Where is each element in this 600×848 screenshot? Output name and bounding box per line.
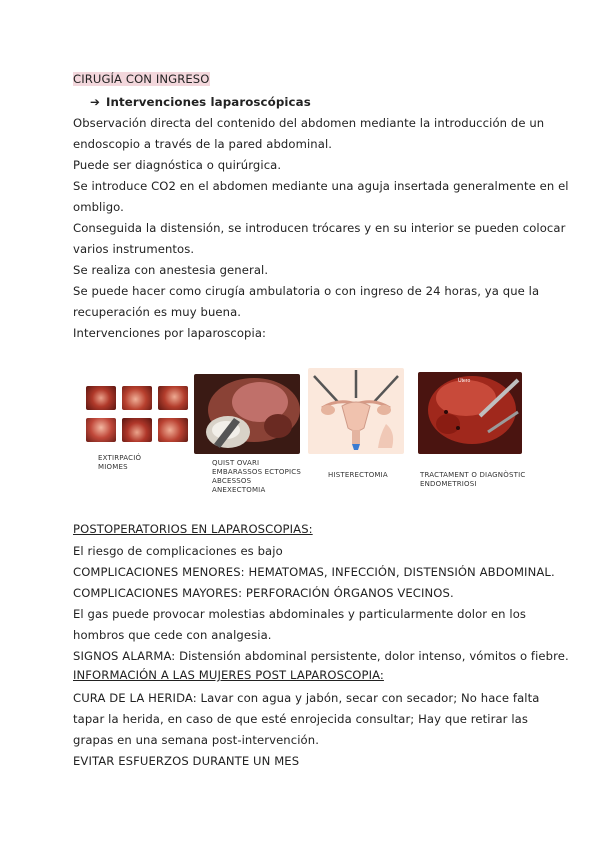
- info-line: grapas en una semana post-intervención.: [73, 733, 319, 747]
- intro-line: recuperación es muy buena.: [73, 305, 242, 319]
- postop-line: COMPLICACIONES MAYORES: PERFORACIÓN ÓRGANOS VECINOS.: [73, 586, 454, 600]
- intro-line: endoscopio a través de la pared abdominal.: [73, 137, 333, 151]
- laparoscopy-figure: [80, 362, 540, 507]
- postop-title: POSTOPERATORIOS EN LAPAROSCOPIAS:: [73, 522, 313, 536]
- intro-line: Observación directa del contenido del abdomen mediante la introducción de un: [73, 116, 545, 130]
- intro-line: Intervenciones por laparoscopia:: [73, 326, 267, 340]
- section-title: CIRUGÍA CON INGRESO: [73, 72, 210, 86]
- subheading-text: Intervenciones laparoscópicas: [106, 95, 311, 109]
- caption-hysterectomy: HISTERECTOMIA: [328, 471, 388, 479]
- postop-line: El riesgo de complicaciones es bajo: [73, 544, 283, 558]
- endoscopic-image: [86, 386, 116, 410]
- uterus-label: Utero: [458, 378, 471, 384]
- endoscopic-image: [158, 386, 188, 410]
- intro-line: Se puede hacer como cirugía ambulatoria o con ingreso de 24 horas, ya que la: [73, 284, 540, 298]
- info-line: tapar la herida, en caso de que esté enrojecida consultar; Hay que retirar las: [73, 712, 528, 726]
- intro-line: Se introduce CO2 en el abdomen mediante una aguja insertada generalmente en el: [73, 179, 569, 193]
- intro-line: ombligo.: [73, 200, 124, 214]
- intro-line: Puede ser diagnóstica o quirúrgica.: [73, 158, 282, 172]
- endoscopic-image: [122, 418, 152, 442]
- postop-line: El gas puede provocar molestias abdominales y particularmente dolor en los: [73, 607, 527, 621]
- endoscopic-image: [158, 418, 188, 442]
- caption-myomas: EXTIRPACIÓ MIOMES: [98, 454, 142, 471]
- endoscopic-image: [86, 418, 116, 442]
- subheading: [90, 95, 311, 109]
- endoscopic-image: [122, 386, 152, 410]
- info-line: EVITAR ESFUERZOS DURANTE UN MES: [73, 754, 300, 768]
- endometriosis-image: [418, 372, 522, 454]
- caption-cysts: QUIST OVARI EMBARASSOS ECTOPICS ABCESSOS ANEXECTOMIA: [212, 459, 301, 494]
- info-title: INFORMACIÓN A LAS MUJERES POST LAPAROSCOPIA:: [73, 668, 384, 682]
- hysterectomy-illustration: [308, 368, 404, 454]
- intro-line: Se realiza con anestesia general.: [73, 263, 269, 277]
- arrow-right-icon: ➔: [90, 95, 100, 109]
- info-line: CURA DE LA HERIDA: Lavar con agua y jabón, secar con secador; No hace falta: [73, 691, 540, 705]
- postop-line: SIGNOS ALARMA: Distensión abdominal persistente, dolor intenso, vómitos o fiebre.: [73, 649, 569, 663]
- caption-endometriosis: TRACTAMENT O DIAGNÒSTIC ENDOMETRIOSI: [420, 471, 526, 488]
- postop-line: COMPLICACIONES MENORES: HEMATOMAS, INFECCIÓN, DISTENSIÓN ABDOMINAL.: [73, 565, 555, 579]
- intro-line: varios instrumentos.: [73, 242, 195, 256]
- ovarian-cyst-image: [194, 374, 300, 454]
- postop-line: hombros que cede con analgesia.: [73, 628, 272, 642]
- intro-line: Conseguida la distensión, se introducen trócares y en su interior se pueden colocar: [73, 221, 566, 235]
